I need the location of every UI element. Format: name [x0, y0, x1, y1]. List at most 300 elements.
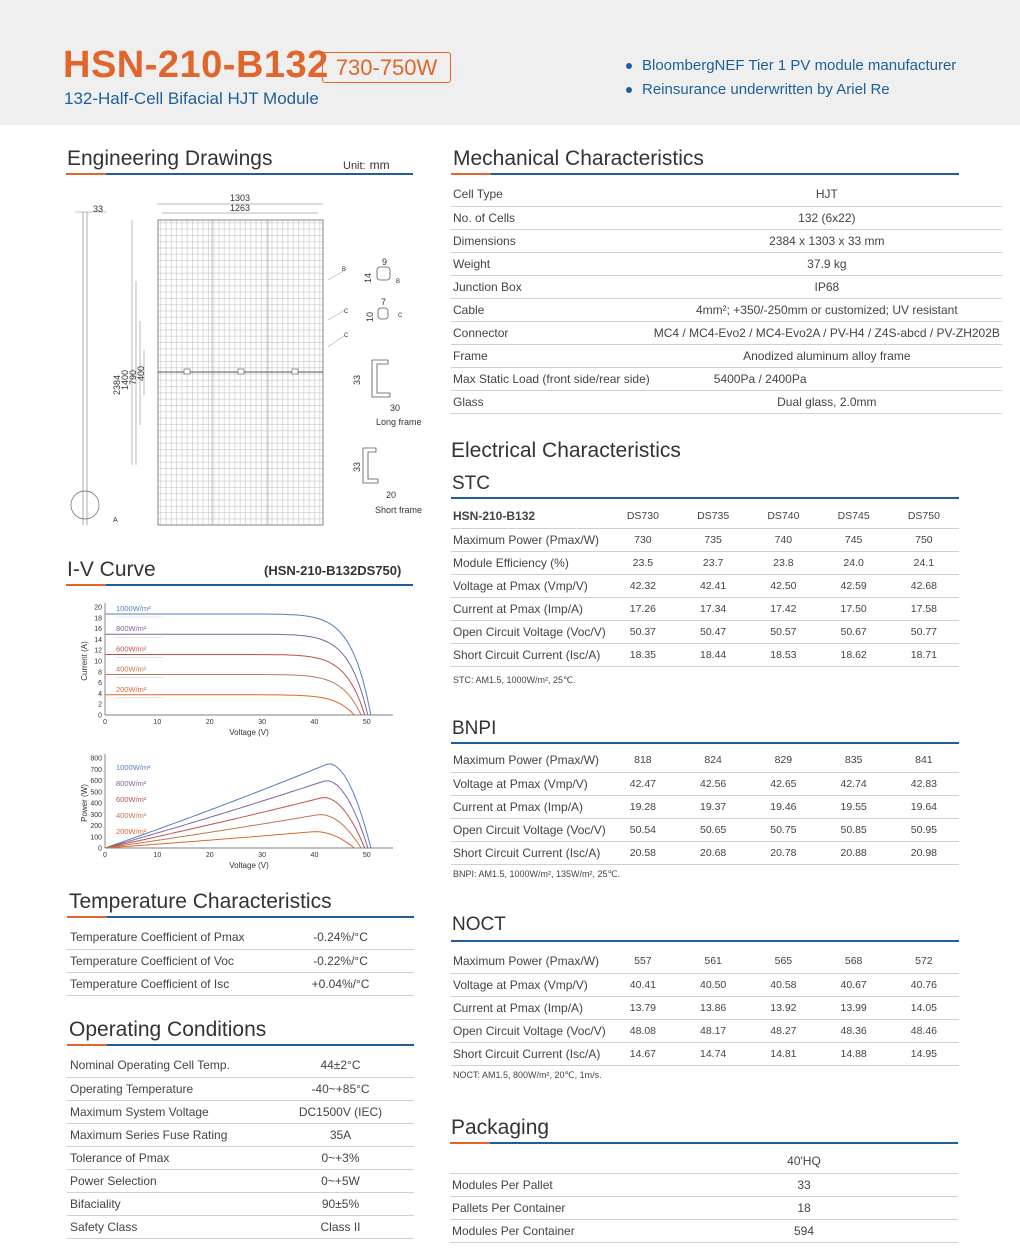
temp-label: Temperature Coefficient of Voc [67, 949, 267, 972]
pack-label: Pallets Per Container [450, 1196, 650, 1219]
cell: 42.50 [748, 574, 818, 597]
column-header: DS750 [889, 505, 959, 528]
cell: 20.58 [608, 841, 678, 864]
table-row [451, 574, 959, 597]
table-row [451, 298, 1002, 321]
section-rule [66, 584, 413, 586]
mech-value: 4mm²; +350/-250mm or customized; UV resistant [652, 298, 1002, 321]
cell: 40.67 [819, 973, 889, 996]
mech-label: Junction Box [451, 275, 652, 298]
pv-chart [75, 750, 405, 874]
y-tick-label: 4 [98, 690, 102, 698]
section-rule [451, 742, 959, 744]
table-row [451, 1042, 959, 1065]
x-axis-label: Voltage (V) [229, 861, 269, 870]
cell: 19.64 [889, 795, 959, 818]
dim-short-frame-width: 20 [386, 490, 397, 500]
packaging-title: Packaging [451, 1116, 550, 1139]
series-label: 400W/m² [116, 811, 147, 820]
section-rule [451, 497, 959, 499]
table-row [450, 1219, 958, 1242]
front-view [112, 193, 323, 525]
cell: 50.65 [678, 818, 748, 841]
long-frame-profile [352, 360, 422, 427]
op-label: Power Selection [67, 1169, 267, 1192]
section-rule [66, 173, 413, 175]
row-label: Short Circuit Current (Isc/A) [451, 643, 608, 666]
cell: 561 [678, 950, 748, 973]
mech-value: MC4 / MC4-Evo2 / MC4-Evo2A / PV-H4 / Z4S-abcd / PV-ZH202B [652, 321, 1002, 344]
bnpi-note: BNPI: AM1.5, 1000W/m², 135W/m², 25℃. [453, 869, 621, 879]
cell: 50.95 [889, 818, 959, 841]
temperature-title: Temperature Characteristics [69, 890, 332, 913]
cell: 565 [748, 950, 818, 973]
pack-value: 18 [650, 1196, 958, 1219]
row-label: Open Circuit Voltage (Voc/V) [451, 818, 608, 841]
cell: 50.57 [748, 620, 818, 643]
table-row [451, 749, 959, 772]
table-row [451, 229, 1002, 252]
detail-b-label: B [342, 267, 347, 273]
x-tick-label: 20 [205, 852, 214, 859]
cell: 20.68 [678, 841, 748, 864]
series-label: 200W/m² [116, 684, 147, 694]
cell: 18.53 [748, 643, 818, 666]
row-label: Maximum Power (Pmax/W) [451, 528, 608, 551]
row-label: Voltage at Pmax (Vmp/V) [451, 574, 608, 597]
cell: 42.83 [889, 772, 959, 795]
table-row [451, 643, 959, 666]
detail-b-c [328, 257, 403, 347]
detail-c-label-2: C [344, 333, 349, 339]
row-label: Voltage at Pmax (Vmp/V) [451, 973, 608, 996]
unit-label [343, 158, 390, 172]
cell: 824 [678, 749, 748, 772]
cell: 23.7 [678, 551, 748, 574]
cell: 14.74 [678, 1042, 748, 1065]
iv-curve-title: I-V Curve [67, 558, 156, 581]
dim-height-2384: 2384 [112, 374, 122, 395]
y-tick-label: 400 [90, 800, 102, 808]
mech-label: No. of Cells [451, 206, 652, 229]
table-row [451, 597, 959, 620]
operating-title: Operating Conditions [69, 1018, 267, 1041]
dim-b-width: 9 [382, 257, 388, 267]
table-row [451, 183, 1002, 206]
op-value: DC1500V (IEC) [267, 1100, 414, 1123]
op-label: Nominal Operating Cell Temp. [67, 1054, 267, 1077]
cell: 48.08 [608, 1019, 678, 1042]
cell: 48.27 [748, 1019, 818, 1042]
op-label: Operating Temperature [67, 1077, 267, 1100]
table-row [451, 321, 1002, 344]
header-band [0, 0, 1020, 125]
cell: 13.99 [819, 996, 889, 1019]
table-row [451, 818, 959, 841]
detail-c-label: C [344, 309, 349, 315]
column-header: DS735 [678, 505, 748, 528]
dim-b-height: 14 [363, 272, 373, 283]
cell: 18.62 [819, 643, 889, 666]
row-label: Open Circuit Voltage (Voc/V) [451, 1019, 608, 1042]
iv-chart [75, 597, 405, 745]
dim-width-outer: 1303 [230, 193, 251, 203]
series-label: 800W/m² [116, 779, 147, 788]
mech-label: Max Static Load (front side/rear side) [451, 367, 652, 390]
op-value: 0~+5W [267, 1169, 414, 1192]
cell: 50.67 [819, 620, 889, 643]
section-rule [451, 173, 959, 175]
cell: 23.5 [608, 551, 678, 574]
row-label: Short Circuit Current (Isc/A) [451, 1042, 608, 1065]
cell: 18.44 [678, 643, 748, 666]
y-tick-label: 8 [98, 669, 102, 677]
cell: 18.35 [608, 643, 678, 666]
noct-table [451, 950, 959, 1066]
noct-title: NOCT [452, 914, 506, 935]
electrical-title: Electrical Characteristics [451, 439, 681, 462]
series-label: 1000W/m² [116, 603, 151, 613]
table-row [451, 390, 1002, 413]
cell: 40.41 [608, 973, 678, 996]
cell: 17.50 [819, 597, 889, 620]
x-tick-label: 10 [153, 852, 162, 859]
op-value: 0~+3% [267, 1146, 414, 1169]
cell: 572 [889, 950, 959, 973]
pack-value: 33 [650, 1173, 958, 1196]
cell: 735 [678, 528, 748, 551]
x-tick-label: 0 [103, 719, 107, 726]
x-tick-label: 30 [258, 719, 266, 726]
section-rule [450, 1142, 958, 1144]
y-tick-label: 12 [94, 647, 102, 655]
table-row [451, 841, 959, 864]
cell: 20.98 [889, 841, 959, 864]
stc-note: STC: AM1.5, 1000W/m², 25℃. [453, 675, 576, 685]
table-row [451, 275, 1002, 298]
dim-height-1400: 1400 [120, 369, 130, 390]
engineering-drawings-title: Engineering Drawings [67, 147, 273, 170]
table-row [67, 1077, 414, 1100]
dim-short-frame-height: 33 [352, 461, 362, 472]
table-row [451, 206, 1002, 229]
row-label: Maximum Power (Pmax/W) [451, 950, 608, 973]
cell: 17.58 [889, 597, 959, 620]
table-row [451, 950, 959, 973]
cell: 48.36 [819, 1019, 889, 1042]
model-title: HSN-210-B132 [63, 44, 329, 86]
cell: 745 [819, 528, 889, 551]
cell: 42.68 [889, 574, 959, 597]
mech-label: Weight [451, 252, 652, 275]
x-tick-label: 30 [258, 852, 266, 859]
y-tick-label: 100 [90, 834, 102, 842]
y-tick-label: 300 [90, 811, 102, 819]
table-row [451, 1019, 959, 1042]
cell: 730 [608, 528, 678, 551]
mech-value: 5400Pa / 2400Pa [652, 367, 1002, 390]
cell: 19.55 [819, 795, 889, 818]
cell: 750 [889, 528, 959, 551]
table-row [451, 996, 959, 1019]
mech-value: IP68 [652, 275, 1002, 298]
y-tick-label: 200 [90, 823, 102, 830]
table-row [451, 551, 959, 574]
side-profile [71, 204, 118, 525]
cell: 50.85 [819, 818, 889, 841]
noct-note: NOCT: AM1.5, 800W/m², 20℃, 1m/s. [453, 1070, 602, 1080]
mechanical-table [451, 183, 1002, 414]
stc-title: STC [452, 473, 490, 494]
cell: 17.42 [748, 597, 818, 620]
y-tick-label: 16 [94, 626, 102, 634]
x-tick-label: 40 [310, 719, 319, 726]
mech-label: Connector [451, 321, 652, 344]
stc-model-cell: HSN-210-B132 [451, 505, 608, 528]
cell: 42.32 [608, 574, 678, 597]
cell: 14.05 [889, 996, 959, 1019]
table-row [450, 1173, 958, 1196]
table-row [451, 367, 1002, 390]
cell: 568 [819, 950, 889, 973]
temp-value: -0.24%/°C [267, 926, 414, 949]
series-label: 800W/m² [116, 624, 147, 634]
table-row [67, 1054, 414, 1077]
mech-value: HJT [652, 183, 1002, 206]
cell: 18.71 [889, 643, 959, 666]
cell: 42.59 [819, 574, 889, 597]
operating-table [67, 1054, 414, 1239]
series-label: 1000W/m² [116, 763, 151, 772]
table-row [451, 344, 1002, 367]
op-label: Bifaciality [67, 1192, 267, 1215]
pack-label: Modules Per Pallet [450, 1173, 650, 1196]
long-frame-label: Long frame [376, 417, 422, 427]
mech-value: 2384 x 1303 x 33 mm [652, 229, 1002, 252]
x-tick-label: 20 [205, 719, 214, 726]
cell: 40.50 [678, 973, 748, 996]
temp-value: +0.04%/°C [267, 972, 414, 995]
cell: 50.75 [748, 818, 818, 841]
cell: 42.47 [608, 772, 678, 795]
mech-label: Cell Type [451, 183, 652, 206]
detail-a-label: A [113, 517, 118, 524]
y-tick-label: 18 [94, 615, 102, 623]
table-row [451, 795, 959, 818]
cell: 24.0 [819, 551, 889, 574]
packaging-table [450, 1150, 958, 1243]
cell: 19.28 [608, 795, 678, 818]
op-value: 35A [267, 1123, 414, 1146]
row-label: Current at Pmax (Imp/A) [451, 597, 608, 620]
mech-label: Dimensions [451, 229, 652, 252]
short-frame-profile [352, 448, 422, 515]
cell: 42.74 [819, 772, 889, 795]
iv-model-note: (HSN-210-B132DS750) [264, 563, 402, 578]
cell: 48.46 [889, 1019, 959, 1042]
x-tick-label: 50 [362, 719, 371, 726]
cell: 40.58 [748, 973, 818, 996]
series-label: 600W/m² [116, 795, 147, 804]
packaging-column-header: 40'HQ [650, 1150, 958, 1173]
temp-label: Temperature Coefficient of Pmax [67, 926, 267, 949]
y-tick-label: 20 [94, 604, 102, 612]
cell: 48.17 [678, 1019, 748, 1042]
cell: 42.56 [678, 772, 748, 795]
mech-label: Frame [451, 344, 652, 367]
op-label: Maximum Series Fuse Rating [67, 1123, 267, 1146]
pack-value: 594 [650, 1219, 958, 1242]
table-header-row [451, 505, 959, 528]
table-row [450, 1196, 958, 1219]
cell: 14.67 [608, 1042, 678, 1065]
op-value: Class II [267, 1215, 414, 1238]
op-value: -40~+85°C [267, 1077, 414, 1100]
row-label: Short Circuit Current (Isc/A) [451, 841, 608, 864]
y-tick-label: 700 [90, 766, 102, 774]
engineering-drawing [60, 185, 440, 540]
dim-width-inner: 1263 [230, 203, 251, 213]
detail-b-letter: B [396, 279, 401, 285]
pack-label: Modules Per Container [450, 1219, 650, 1242]
cell: 20.88 [819, 841, 889, 864]
y-tick-label: 14 [94, 636, 102, 644]
temp-label: Temperature Coefficient of Isc [67, 972, 267, 995]
table-row [67, 1123, 414, 1146]
unit-label-text: Unit: [343, 160, 366, 172]
cell: 50.37 [608, 620, 678, 643]
table-row [451, 528, 959, 551]
cell: 14.88 [819, 1042, 889, 1065]
section-rule [67, 916, 414, 918]
y-tick-label: 500 [90, 789, 102, 797]
y-axis-label: Power (W) [80, 784, 89, 822]
cell: 818 [608, 749, 678, 772]
op-label: Maximum System Voltage [67, 1100, 267, 1123]
short-frame-label: Short frame [375, 505, 423, 515]
series-label: 400W/m² [116, 664, 147, 674]
cell: 740 [748, 528, 818, 551]
header-bullets [626, 55, 956, 103]
x-tick-label: 0 [103, 852, 107, 859]
table-row [451, 973, 959, 996]
temp-value: -0.22%/°C [267, 949, 414, 972]
y-tick-label: 2 [98, 701, 102, 709]
mech-value: Anodized aluminum alloy frame [652, 344, 1002, 367]
x-tick-label: 40 [310, 852, 319, 859]
column-header: DS730 [608, 505, 678, 528]
table-row [451, 620, 959, 643]
y-tick-label: 6 [98, 680, 102, 688]
mech-value: 132 (6x22) [652, 206, 1002, 229]
row-label: Module Efficiency (%) [451, 551, 608, 574]
table-row [67, 972, 414, 995]
dim-c-height: 10 [365, 311, 375, 322]
unit-value: mm [369, 158, 390, 172]
cell: 14.81 [748, 1042, 818, 1065]
x-tick-label: 50 [362, 852, 371, 859]
cell: 17.34 [678, 597, 748, 620]
cell: 14.95 [889, 1042, 959, 1065]
column-header: DS740 [748, 505, 818, 528]
bnpi-title: BNPI [452, 718, 497, 739]
table-row [451, 252, 1002, 275]
y-tick-label: 800 [90, 755, 102, 763]
cell: 13.79 [608, 996, 678, 1019]
table-row [67, 926, 414, 949]
dim-thickness: 33 [93, 204, 104, 214]
op-value: 90±5% [267, 1192, 414, 1215]
dim-height-400: 400 [136, 365, 146, 381]
cell: 17.26 [608, 597, 678, 620]
y-tick-label: 0 [98, 712, 102, 720]
row-label: Open Circuit Voltage (Voc/V) [451, 620, 608, 643]
mech-value: 37.9 kg [652, 252, 1002, 275]
dim-height-790: 790 [128, 369, 138, 385]
bnpi-table [451, 749, 959, 865]
product-subtitle: 132-Half-Cell Bifacial HJT Module [64, 89, 319, 108]
cell: 835 [819, 749, 889, 772]
power-range-badge: 730-750W [322, 52, 451, 83]
mechanical-title: Mechanical Characteristics [453, 147, 704, 170]
row-label: Maximum Power (Pmax/W) [451, 749, 608, 772]
cell: 13.86 [678, 996, 748, 1019]
cell: 20.78 [748, 841, 818, 864]
cell: 13.92 [748, 996, 818, 1019]
cell: 50.54 [608, 818, 678, 841]
y-tick-label: 600 [90, 778, 102, 785]
series-label: 600W/m² [116, 644, 147, 654]
cell: 50.47 [678, 620, 748, 643]
column-header: DS745 [819, 505, 889, 528]
mech-label: Glass [451, 390, 652, 413]
bullet-item: Reinsurance underwritten by Ariel Re [626, 79, 956, 103]
row-label: Voltage at Pmax (Vmp/V) [451, 772, 608, 795]
bullet-item: BloombergNEF Tier 1 PV module manufacturer [626, 55, 956, 79]
table-header-row [450, 1150, 958, 1173]
section-rule [451, 940, 959, 942]
cell: 40.76 [889, 973, 959, 996]
section-rule [67, 1044, 414, 1046]
detail-c-letter: C [398, 313, 403, 319]
series-line [105, 798, 365, 849]
mech-value: Dual glass, 2.0mm [652, 390, 1002, 413]
table-row [67, 1192, 414, 1215]
cell: 50.77 [889, 620, 959, 643]
y-tick-label: 10 [94, 658, 102, 666]
table-row [451, 772, 959, 795]
table-row [67, 1146, 414, 1169]
stc-table [451, 505, 959, 667]
cell: 841 [889, 749, 959, 772]
cell: 19.46 [748, 795, 818, 818]
cell: 42.41 [678, 574, 748, 597]
row-label: Current at Pmax (Imp/A) [451, 795, 608, 818]
dim-long-frame-width: 30 [390, 403, 401, 413]
table-row [67, 1169, 414, 1192]
cell: 19.37 [678, 795, 748, 818]
table-row [67, 1215, 414, 1238]
x-axis-label: Voltage (V) [229, 728, 269, 737]
series-label: 200W/m² [116, 827, 147, 836]
dim-c-width: 7 [381, 297, 387, 307]
y-axis-label: Current (A) [80, 641, 89, 681]
cell: 23.8 [748, 551, 818, 574]
cell: 42.65 [748, 772, 818, 795]
cell: 24.1 [889, 551, 959, 574]
table-row [67, 1100, 414, 1123]
table-row [67, 949, 414, 972]
